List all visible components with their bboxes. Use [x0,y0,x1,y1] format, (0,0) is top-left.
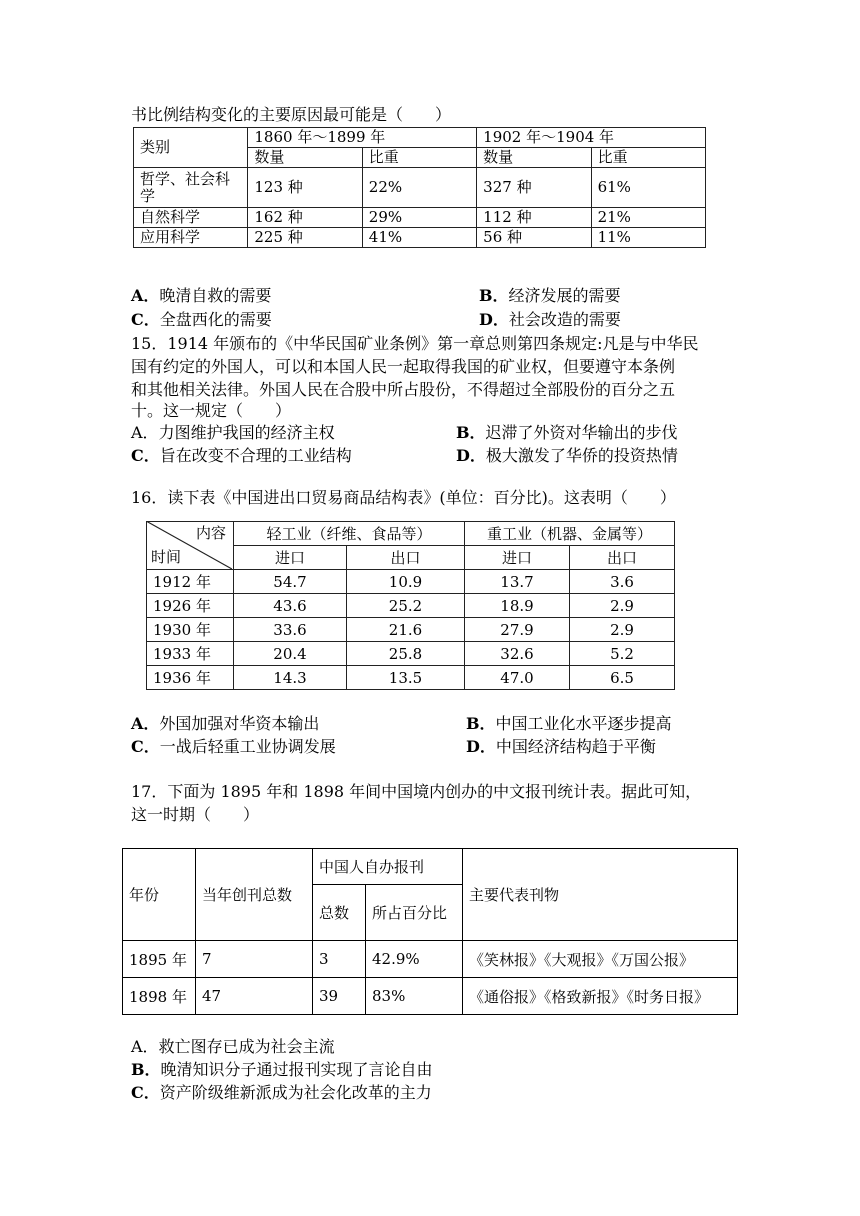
q16-table [146,521,675,690]
q15-stem-line3: 和其他相关法律。外国人民在合股中所占股份，不得超过全部股份的百分之五 [131,380,676,399]
q15-stem-line4: 十。这一规定（ ） [131,401,292,420]
option-key: C． [131,737,160,756]
q15-stem-line1: 15．1914 年颁布的《中华民国矿业条例》第一章总则第四条规定:凡是与中华民 [131,334,699,353]
q14-cell-share1: 29% [362,208,476,228]
q14-cell-share2: 11% [591,228,705,248]
q16-cell-light-export: 25.2 [347,594,465,618]
option-key: A． [131,423,159,442]
q14-cell-count1: 123 种 [248,168,362,208]
option-key: C． [131,1083,160,1102]
q16-cell-year: 1933 年 [147,642,234,666]
q15-option-a [131,423,335,443]
q16-cell-light-import: 54.7 [234,570,347,594]
option-text: 资产阶级维新派成为社会化改革的主力 [159,1083,432,1102]
q17-cell-total: 47 [196,978,313,1015]
q16-cell-heavy-import: 32.6 [465,642,570,666]
q17-header-year: 年份 [123,849,196,941]
q17-cell-count: 3 [313,941,366,978]
q14-option-b [479,286,621,306]
table-row [147,618,675,642]
option-text: 救亡图存已成为社会主流 [158,1037,335,1056]
option-text: 经济发展的需要 [508,286,621,305]
option-key: C． [131,446,160,465]
q16-cell-year: 1936 年 [147,666,234,690]
q17-header-total: 当年创刊总数 [196,849,313,941]
option-text: 晚清自救的需要 [159,286,272,305]
q14-cell-category: 哲学、社会科学 [134,168,248,208]
q17-stem-line1: 17．下面为 1895 年和 1898 年间中国境内创办的中文报刊统计表。据此可知， [131,782,702,801]
q16-cell-heavy-import: 18.9 [465,594,570,618]
table-row [147,666,675,690]
q16-option-c [131,737,336,757]
table-row [134,208,706,228]
option-key: B． [456,423,486,442]
q16-cell-heavy-import: 27.9 [465,618,570,642]
q14-header-share1: 比重 [362,148,476,168]
q16-stem: 16．读下表《中国进出口贸易商品结构表》(单位：百分比)。这表明（ ） [131,488,676,507]
q16-option-a [131,714,319,734]
option-key: A． [131,1037,159,1056]
option-key: D． [479,310,509,329]
option-key: C． [131,310,160,329]
q14-cell-share1: 41% [362,228,476,248]
q17-header-count: 总数 [313,885,366,941]
q16-option-b [466,714,672,734]
q14-option-a [131,286,271,306]
q16-cell-year: 1912 年 [147,570,234,594]
q17-option-a [131,1037,335,1057]
option-text: 旨在改变不合理的工业结构 [159,446,352,465]
q16-cell-light-export: 21.6 [347,618,465,642]
option-text: 力图维护我国的经济主权 [158,423,335,442]
q16-cell-heavy-import: 13.7 [465,570,570,594]
q15-option-d [456,446,678,466]
q17-header-pct: 所占百分比 [366,885,463,941]
q14-header-count2: 数量 [477,148,591,168]
option-key: A． [131,714,160,733]
q16-cell-light-export: 25.8 [347,642,465,666]
option-key: D． [466,737,496,756]
q16-header-heavy-import: 进口 [465,546,570,570]
q16-cell-year: 1930 年 [147,618,234,642]
q17-cell-rep: 《笑林报》《大观报》《万国公报》 [463,941,738,978]
q16-cell-heavy-export: 5.2 [570,642,675,666]
q14-cell-count2: 56 种 [477,228,591,248]
q14-cell-count2: 327 种 [477,168,591,208]
q14-cell-count1: 162 种 [248,208,362,228]
option-key: D． [456,446,486,465]
option-key: B． [466,714,496,733]
q14-cell-share1: 22% [362,168,476,208]
q16-cell-light-export: 13.5 [347,666,465,690]
q14-cell-category: 应用科学 [134,228,248,248]
option-text: 社会改造的需要 [508,310,621,329]
q16-cell-heavy-export: 2.9 [570,618,675,642]
table-row [123,978,738,1015]
table-row [147,642,675,666]
table-row [123,941,738,978]
option-text: 中国工业化水平逐步提高 [495,714,672,733]
q14-cell-share2: 61% [591,168,705,208]
q14-table [133,127,706,248]
table-row [147,570,675,594]
option-text: 晚清知识分子通过报刊实现了言论自由 [160,1060,433,1079]
q16-header-light-export: 出口 [347,546,465,570]
q14-stem: 书比例结构变化的主要原因最可能是（ ） [131,105,452,124]
q17-stem-line2: 这一时期（ ） [131,805,260,824]
q14-header-period1: 1860 年～1899 年 [248,128,477,148]
q15-option-b [456,423,678,443]
q16-header-light-import: 进口 [234,546,347,570]
q16-cell-heavy-import: 47.0 [465,666,570,690]
option-key: B． [479,286,509,305]
q17-header-self: 中国人自办报刊 [313,849,463,885]
q17-option-b [131,1060,433,1080]
q17-header-rep: 主要代表刊物 [463,849,738,941]
option-text: 外国加强对华资本输出 [159,714,320,733]
q14-header-period2: 1902 年～1904 年 [477,128,706,148]
q16-cell-light-export: 10.9 [347,570,465,594]
q16-cell-light-import: 20.4 [234,642,347,666]
q16-cell-light-import: 14.3 [234,666,347,690]
q14-cell-share2: 21% [591,208,705,228]
q14-cell-count1: 225 种 [248,228,362,248]
q14-header-share2: 比重 [591,148,705,168]
q17-cell-year: 1895 年 [123,941,196,978]
q14-header-category: 类别 [134,128,248,168]
q14-option-c [131,310,272,330]
q16-corner-cell [147,522,234,570]
table-row [134,168,706,208]
q16-corner-top: 内容 [195,524,226,542]
option-text: 迟滞了外资对华输出的步伐 [485,423,678,442]
q17-cell-rep: 《通俗报》《格致新报》《时务日报》 [463,978,738,1015]
q16-cell-heavy-export: 2.9 [570,594,675,618]
q16-option-d [466,737,656,757]
option-key: A． [131,286,160,305]
q16-header-light: 轻工业（纤维、食品等） [234,522,465,546]
option-text: 极大激发了华侨的投资热情 [485,446,678,465]
table-row [147,594,675,618]
q16-cell-light-import: 33.6 [234,618,347,642]
q16-cell-heavy-export: 6.5 [570,666,675,690]
q14-cell-count2: 112 种 [477,208,591,228]
option-text: 一战后轻重工业协调发展 [159,737,336,756]
q17-cell-pct: 42.9% [366,941,463,978]
q16-cell-heavy-export: 3.6 [570,570,675,594]
q14-option-d [479,310,621,330]
q17-cell-total: 7 [196,941,313,978]
option-text: 全盘西化的需要 [159,310,272,329]
q17-option-c [131,1083,432,1103]
table-row [134,228,706,248]
q16-cell-light-import: 43.6 [234,594,347,618]
q17-cell-count: 39 [313,978,366,1015]
q14-cell-category: 自然科学 [134,208,248,228]
q16-header-heavy-export: 出口 [570,546,675,570]
option-key: B． [131,1060,161,1079]
q16-corner-bottom: 时间 [151,548,182,566]
q17-cell-pct: 83% [366,978,463,1015]
q17-cell-year: 1898 年 [123,978,196,1015]
q15-stem-line2: 国有约定的外国人，可以和本国人民一起取得我国的矿业权，但要遵守本条例 [131,357,676,376]
q16-header-heavy: 重工业（机器、金属等） [465,522,675,546]
q14-header-count1: 数量 [248,148,362,168]
q17-table [122,848,738,1015]
q15-option-c [131,446,352,466]
option-text: 中国经济结构趋于平衡 [495,737,656,756]
q16-cell-year: 1926 年 [147,594,234,618]
